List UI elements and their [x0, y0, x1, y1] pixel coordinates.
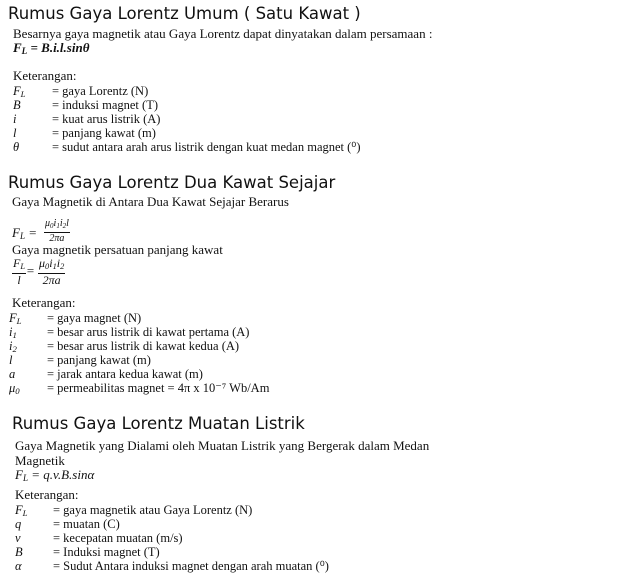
legend-description: = Sudut Antara induksi magnet dengan arah muatan (⁰) [53, 559, 329, 573]
section2-formula-lhs: $F_L$ = [12, 225, 38, 241]
legend-description: = muatan (C) [53, 517, 120, 531]
section1-keterangan-label: Keterangan: [13, 68, 77, 83]
section2-formula-fraction [44, 218, 70, 245]
legend-symbol: $F_L$ [13, 84, 26, 99]
legend-description: = panjang kawat (m) [47, 353, 151, 367]
legend-description: = jarak antara kedua kawat (m) [47, 367, 203, 381]
fraction-numerator: $\mu_0i_1i_2l$ [44, 218, 70, 233]
section3-intro-line2: Magnetik [15, 453, 65, 468]
legend-symbol: θ [13, 140, 20, 154]
formula-expression: = q.v.B.sinα [31, 467, 95, 482]
legend-symbol-subscript: 2 [12, 344, 17, 354]
fraction-denominator: 2πa [49, 233, 65, 244]
legend-description: = besar arus listrik di kawat pertama (A) [47, 325, 250, 339]
legend-description: = Induksi magnet (T) [53, 545, 160, 559]
legend-description: = gaya magnet (N) [47, 311, 142, 325]
legend-symbol: $F_L$ [15, 503, 28, 518]
legend-description: = induksi magnet (T) [52, 98, 158, 112]
section2-intro: Gaya Magnetik di Antara Dua Kawat Sejajar Berarus [12, 194, 289, 209]
legend-symbol: q [15, 517, 22, 531]
equals-sign: = [26, 263, 35, 278]
legend-description: = gaya magnetik atau Gaya Lorentz (N) [53, 503, 253, 517]
section3-keterangan-label: Keterangan: [15, 487, 79, 502]
legend-description: = panjang kawat (m) [52, 126, 156, 140]
formula-expression: = B.i.l.sinθ [30, 40, 90, 55]
formula-symbol-F: $F_L$ [15, 467, 29, 483]
legend-description: = permeabilitas magnet = 4π x 10⁻⁷ Wb/Am [47, 381, 270, 395]
legend-symbol: B [15, 545, 23, 559]
legend-description: = sudut antara arah arus listrik dengan kuat medan magnet (⁰) [52, 140, 361, 154]
legend-symbol: l [9, 353, 13, 367]
formula-symbol-F: $F_L$ [13, 40, 28, 56]
legend-symbol: l [13, 126, 17, 140]
legend-symbol: $i_2$ [9, 339, 17, 354]
legend-symbol-subscript: L [20, 89, 26, 99]
legend-symbol-subscript: 0 [15, 386, 20, 396]
legend-symbol-subscript: 1 [12, 330, 17, 340]
legend-symbol: α [15, 559, 22, 573]
section2-per-length: Gaya magnetik persatuan panjang kawat [12, 242, 223, 257]
legend-symbol: $\mu_0$ [9, 381, 20, 396]
legend-symbol: $i_1$ [9, 325, 17, 340]
section3-formula [15, 468, 94, 485]
legend-description: = kecepatan muatan (m/s) [53, 531, 183, 545]
legend-symbol: B [13, 98, 21, 112]
legend-symbol-subscript: L [22, 508, 28, 518]
section1-formula [13, 41, 89, 58]
section2-ratio-rhs: $\frac{\mu_0i_1i_2}{2\pi a}$ [39, 256, 65, 287]
legend-description: = kuat arus listrik (A) [52, 112, 161, 126]
section1-intro: Besarnya gaya magnetik atau Gaya Lorentz dapat dinyatakan dalam persamaan : [13, 26, 433, 41]
legend-symbol: i [13, 112, 17, 126]
legend-symbol: v [15, 531, 21, 545]
legend-symbol: a [9, 367, 16, 381]
section2-heading: Rumus Gaya Lorentz Dua Kawat Sejajar [8, 173, 336, 192]
section3-heading: Rumus Gaya Lorentz Muatan Listrik [12, 414, 305, 433]
legend-description: = besar arus listrik di kawat kedua (A) [47, 339, 240, 353]
section3-intro-line1: Gaya Magnetik yang Dialami oleh Muatan Listrik yang Bergerak dalam Medan [15, 438, 430, 453]
legend-symbol: $F_L$ [9, 311, 22, 326]
legend-description: = gaya Lorentz (N) [52, 84, 149, 98]
legend-symbol-subscript: L [16, 316, 22, 326]
section2-ratio-lhs: $\frac{F_L}{l}$ [13, 256, 26, 287]
section2-keterangan-label: Keterangan: [12, 295, 76, 310]
section1-heading: Rumus Gaya Lorentz Umum ( Satu Kawat ) [8, 4, 361, 23]
